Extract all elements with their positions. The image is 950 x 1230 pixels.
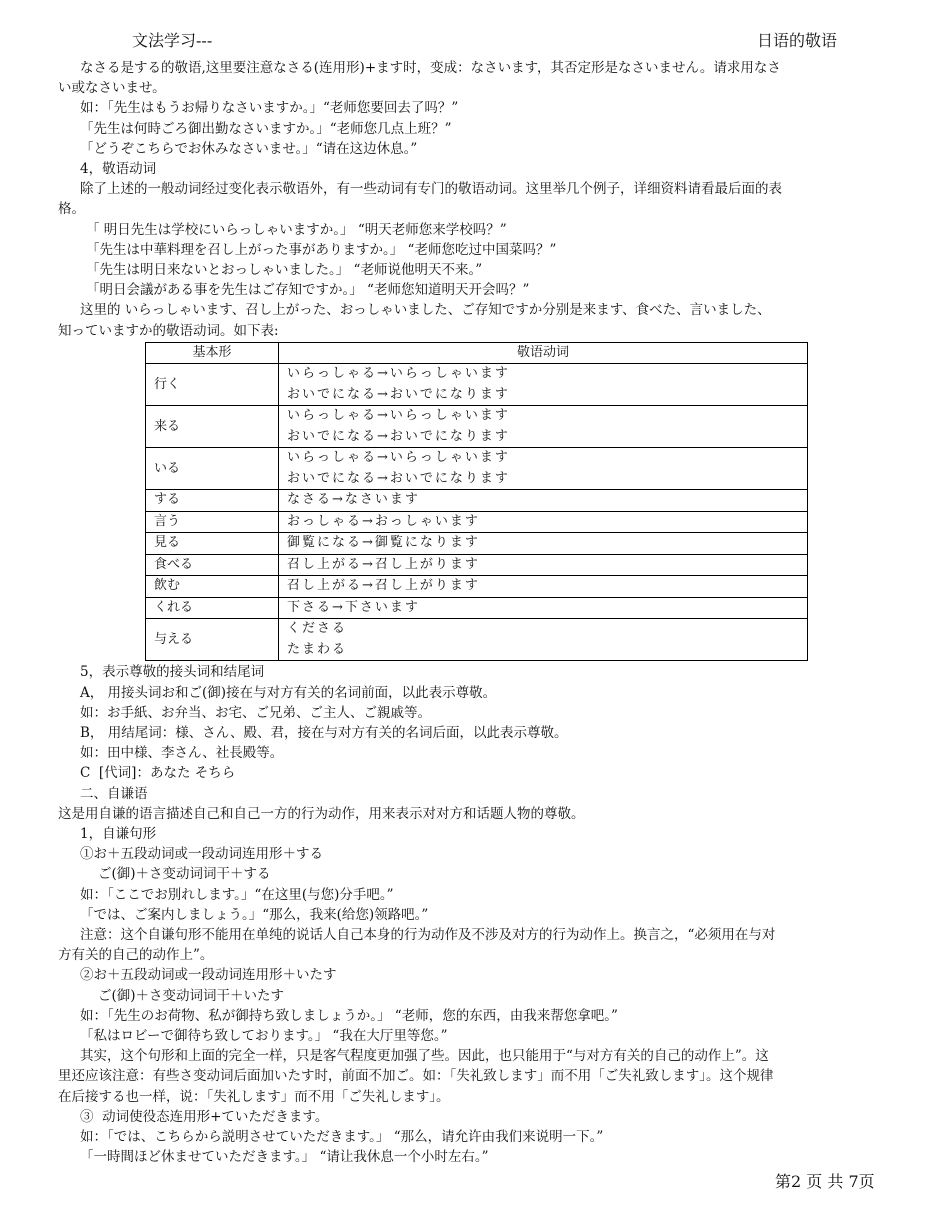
text-line: ②お＋五段动词或一段动词连用形＋いたす bbox=[80, 967, 337, 984]
table-row bbox=[146, 576, 808, 598]
honorific-form-line: 召し上がる→召し上がります bbox=[287, 578, 480, 594]
table-row bbox=[146, 364, 808, 406]
text-line: ①お＋五段动词或一段动词连用形＋する bbox=[80, 846, 323, 863]
text-line: 「 明日先生は学校にいらっしゃいますか。」 “明天老师您来学校吗？” bbox=[86, 221, 507, 238]
text-line: 如：お手紙、お弁当、お宅、ご兄弟、ご主人、ご親戚等。 bbox=[80, 704, 431, 721]
table-body bbox=[146, 364, 808, 661]
text-line: 在后接する也一样，说：「失礼します」而不用「ご失礼します」。 bbox=[58, 1088, 450, 1105]
table-cell-honorific-forms bbox=[279, 576, 808, 598]
table-header-row bbox=[146, 342, 808, 364]
table-cell-base-form: する bbox=[146, 490, 279, 512]
table-header-base-form: 基本形 bbox=[146, 342, 279, 364]
text-line: 1，自谦句形 bbox=[80, 825, 157, 842]
text-line: 「先生は明日来ないとおっしゃいました。」 “老师说他明天不来。” bbox=[86, 262, 483, 279]
honorific-form-line: なさる→なさいます bbox=[287, 492, 420, 508]
table-cell-base-form: 言う bbox=[146, 511, 279, 533]
text-line: 4，敬语动词 bbox=[80, 161, 157, 178]
table-row bbox=[146, 619, 808, 661]
table-row bbox=[146, 448, 808, 490]
table-row bbox=[146, 533, 808, 555]
text-line: ご(御)＋さ变动词词干＋いたす bbox=[98, 987, 285, 1004]
table-row bbox=[146, 554, 808, 576]
document-body bbox=[58, 58, 894, 1167]
text-line: 「先生は中華料理を召し上がった事がありますか。」 “老师您吃过中国菜吗？” bbox=[86, 241, 557, 258]
text-line: 如：「先生のお荷物、私が御持ち致しましょうか。」 “老师，您的东西，由我来帮您拿吧。” bbox=[80, 1007, 618, 1024]
header-right-title: 日语的敬语 bbox=[757, 31, 838, 50]
table-row bbox=[146, 511, 808, 533]
table-header-honorific-verb: 敬语动词 bbox=[279, 342, 808, 364]
table-cell-honorific-forms bbox=[279, 597, 808, 619]
honorific-form-line: おっしゃる→おっしゃいます bbox=[287, 513, 480, 529]
table-cell-honorific-forms bbox=[279, 554, 808, 576]
text-line: C [代词]：あなた そちら bbox=[80, 765, 236, 782]
text-line: 如：「では、こちらから説明させていただきます。」 “那么，请允许由我们来说明一下。” bbox=[80, 1129, 604, 1146]
text-line: 如：田中様、李さん、社長殿等。 bbox=[80, 745, 284, 762]
honorific-form-line: おいでになる→おいでになります bbox=[287, 428, 510, 444]
table-cell-honorific-forms bbox=[279, 448, 808, 490]
header-left-title: 文法学习--- bbox=[132, 31, 213, 50]
text-line: ③ 动词使役态连用形+ていただきます。 bbox=[80, 1108, 329, 1125]
text-line: 「先生は何時ごろ御出勤なさいますか。」“老师您几点上班？” bbox=[80, 120, 452, 137]
table-cell-base-form: 行く bbox=[146, 364, 279, 406]
text-line: 「私はロビーで御待ち致しております。」 “我在大厅里等您。” bbox=[80, 1028, 448, 1044]
honorific-form-line: くださる bbox=[287, 621, 348, 637]
table-cell-base-form: 与える bbox=[146, 619, 279, 661]
honorific-form-line: たまわる bbox=[287, 641, 348, 657]
text-line: 「どうぞこちらでお休みなさいませ。」“请在这边休息。” bbox=[80, 140, 418, 157]
honorific-form-line: いらっしゃる→いらっしゃいます bbox=[287, 450, 510, 466]
table-cell-base-form: いる bbox=[146, 448, 279, 490]
text-line: い或なさいませ。 bbox=[58, 80, 166, 97]
text-line: 里还应该注意：有些さ变动词后面加いたす时，前面不加ご。如：「失礼致します」而不用「ご失礼致します」。这个规律 bbox=[58, 1068, 774, 1085]
table-cell-honorific-forms bbox=[279, 490, 808, 512]
table-cell-base-form: くれる bbox=[146, 597, 279, 619]
honorific-form-line: いらっしゃる→いらっしゃいます bbox=[287, 366, 510, 382]
text-line: 注意：这个自谦句形不能用在单纯的说话人自己本身的行为动作及不涉及对方的行为动作上。换言之，“必须用在与对 bbox=[80, 926, 776, 943]
text-line: 如：「ここでお別れします。」“在这里(与您)分手吧。” bbox=[80, 886, 394, 903]
table-cell-base-form: 食べる bbox=[146, 554, 279, 576]
text-line: なさる是する的敬语,这里要注意なさる(连用形)+ます时，变成：なさいます，其否定形是なさいません。请求用なさ bbox=[80, 60, 781, 76]
paragraph-block-before-table bbox=[58, 58, 894, 341]
table-cell-honorific-forms bbox=[279, 364, 808, 406]
text-line: B， 用结尾词：様、さん、殿、君，接在与对方有关的名词后面，以此表示尊敬。 bbox=[80, 724, 568, 741]
table-row bbox=[146, 597, 808, 619]
text-line: 其实，这个句形和上面的完全一样，只是客气程度更加强了些。因此，也只能用于“与对方有关的自己的动作上”。这 bbox=[80, 1048, 769, 1065]
text-line: 二、自谦语 bbox=[80, 785, 148, 802]
table-cell-base-form: 来る bbox=[146, 406, 279, 448]
table-row bbox=[146, 406, 808, 448]
honorific-form-line: おいでになる→おいでになります bbox=[287, 386, 510, 402]
honorific-form-line: 御覧になる→御覧になります bbox=[287, 535, 480, 551]
honorific-form-line: 下さる→下さいます bbox=[287, 599, 420, 615]
text-line: 「では、ご案内しましょう。」“那么，我来(给您)领路吧。” bbox=[80, 906, 429, 923]
honorific-verb-table bbox=[145, 342, 808, 662]
table-cell-base-form: 飲む bbox=[146, 576, 279, 598]
text-line: A， 用接头词お和ご(御)接在与对方有关的名词前面，以此表示尊敬。 bbox=[80, 684, 497, 701]
text-line: 这里的 いらっしゃいます、召し上がった、おっしゃいました、ご存知ですか分别是来ます、食べた、言いました、 bbox=[80, 302, 771, 319]
text-line: 方有关的自己的动作上”。 bbox=[58, 947, 214, 964]
table-cell-honorific-forms bbox=[279, 511, 808, 533]
honorific-form-line: おいでになる→おいでになります bbox=[287, 470, 510, 486]
text-line: ご(御)＋さ变动词词干＋する bbox=[98, 866, 271, 883]
table-cell-base-form: 見る bbox=[146, 533, 279, 555]
text-line: 如：「先生はもうお帰りなさいますか。」“老师您要回去了吗？” bbox=[80, 100, 459, 117]
table-row bbox=[146, 490, 808, 512]
text-line: 「明日会議がある事を先生はご存知ですか。」 “老师您知道明天开会吗？” bbox=[86, 282, 530, 299]
page-number: 第2 页 共 7页 bbox=[775, 1172, 875, 1191]
table-cell-honorific-forms bbox=[279, 619, 808, 661]
table-cell-honorific-forms bbox=[279, 406, 808, 448]
text-line: 知っていますか的敬语动词。如下表: bbox=[58, 322, 279, 339]
text-line: 这是用自谦的语言描述自己和自己一方的行为动作，用来表示对对方和话题人物的尊敬。 bbox=[58, 805, 585, 822]
honorific-form-line: 召し上がる→召し上がります bbox=[287, 556, 480, 572]
text-line: 除了上述的一般动词经过变化表示敬语外，有一些动词有专门的敬语动词。这里举几个例子，详细资料请看最后面的表 bbox=[80, 181, 782, 198]
paragraph-block-after-table bbox=[58, 662, 894, 1167]
text-line: 5，表示尊敬的接头词和结尾词 bbox=[80, 664, 265, 681]
table-cell-honorific-forms bbox=[279, 533, 808, 555]
honorific-form-line: いらっしゃる→いらっしゃいます bbox=[287, 408, 510, 424]
text-line: 「一時間ほど休ませていただきます。」 “请让我休息一个小时左右。” bbox=[80, 1149, 489, 1166]
text-line: 格。 bbox=[58, 201, 85, 218]
